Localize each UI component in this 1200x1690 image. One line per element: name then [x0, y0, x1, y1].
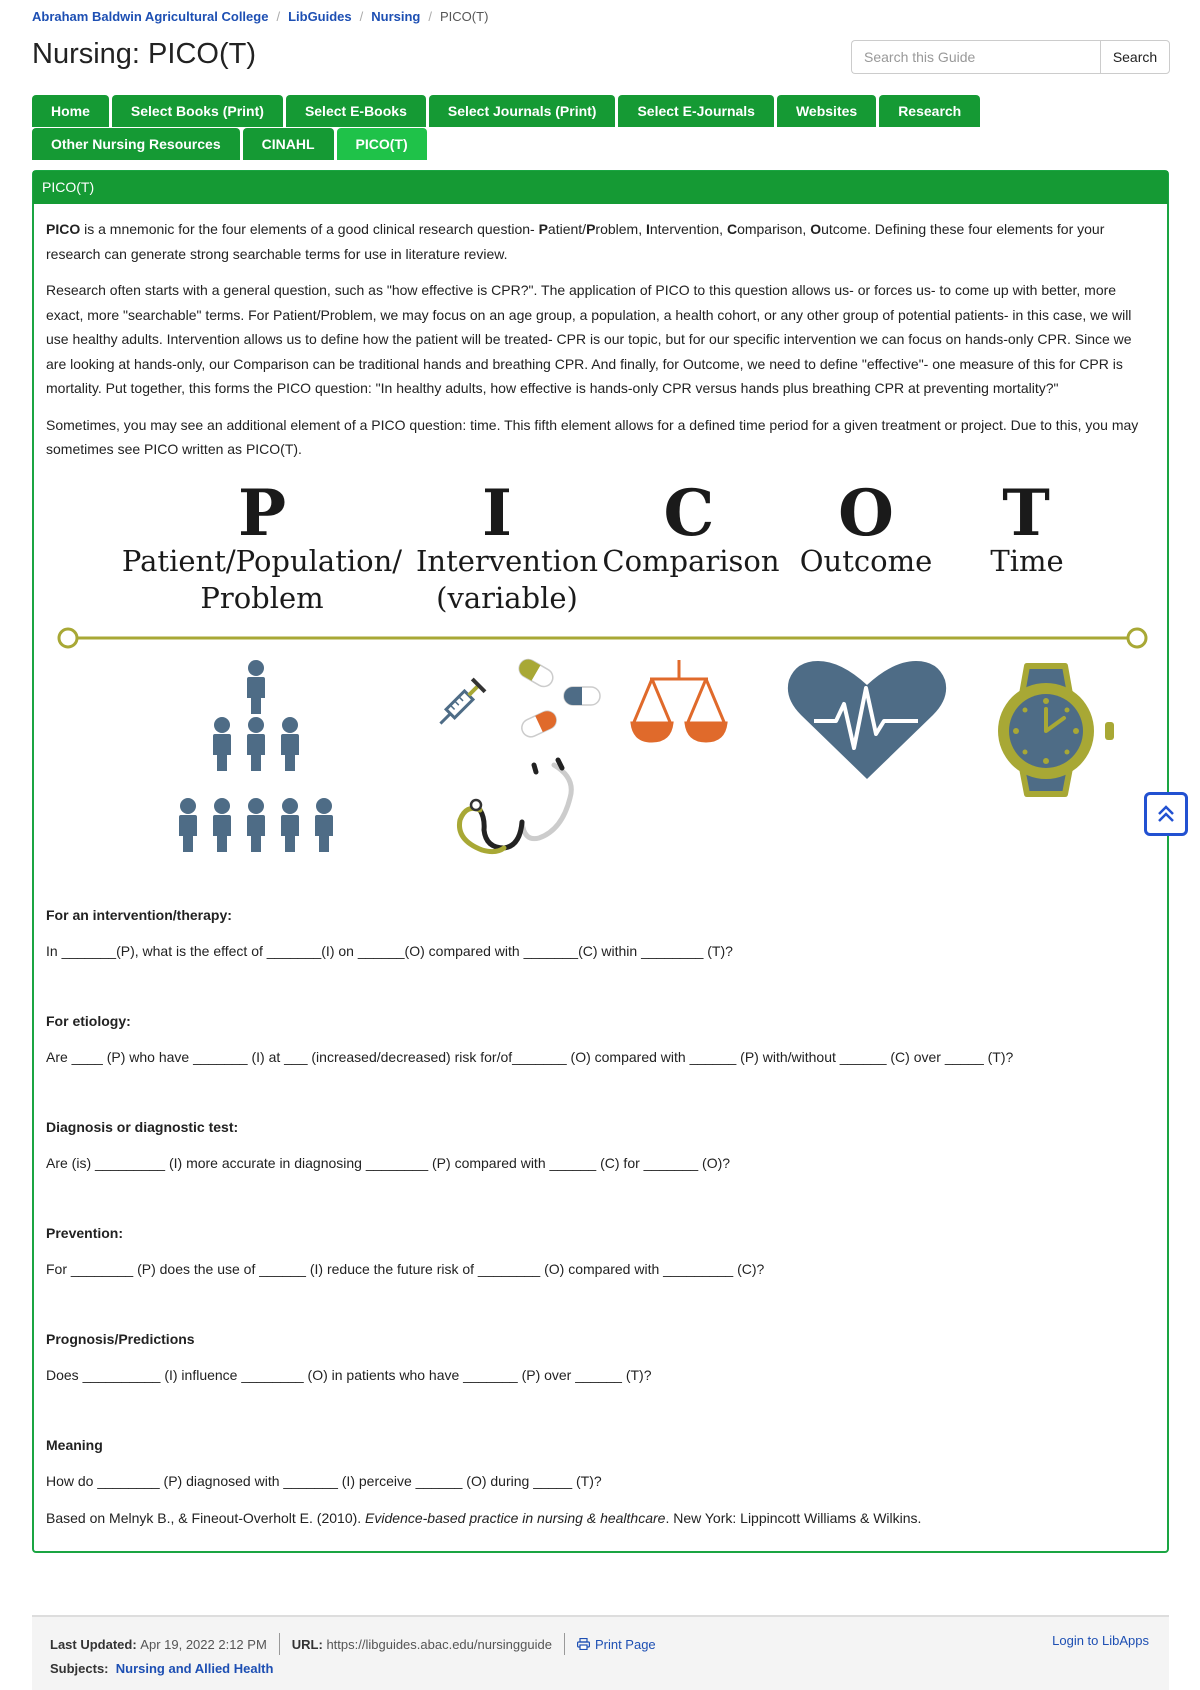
breadcrumb-separator: / — [428, 9, 433, 24]
footer-divider — [564, 1633, 565, 1655]
intro-text: atient/ — [547, 221, 587, 237]
question-heading: For an intervention/therapy: — [46, 906, 232, 923]
letter-o: O — [810, 221, 822, 237]
back-to-top-button[interactable] — [1144, 792, 1188, 836]
letter-i: I — [645, 221, 650, 237]
tab-select-journals-print[interactable]: Select Journals (Print) — [429, 95, 616, 127]
breadcrumb — [32, 9, 488, 24]
pico-bold: PICO — [46, 221, 81, 237]
citation-title: Evidence-based practice in nursing & healthcare — [365, 1509, 666, 1526]
intro-text: omparison, — [737, 221, 811, 237]
tab-select-books-print[interactable]: Select Books (Print) — [112, 95, 283, 127]
print-icon — [577, 1638, 590, 1650]
breadcrumb-current: PICO(T) — [440, 9, 489, 24]
question-text: Are (is) _________ (I) more accurate in diagnosing ________ (P) compared with ______ (C) for _______ (O)? — [46, 1155, 731, 1171]
time-paragraph: Sometimes, you may see an additional element of a PICO question: time. This fifth element allows for a defined time period for a given treatment or project. Due to this, you may sometimes see PICO written as PICO(T). — [46, 416, 1139, 457]
stethoscope-icon — [459, 760, 571, 852]
footer-divider — [279, 1633, 280, 1655]
label-line: Problem — [200, 580, 324, 615]
breadcrumb-separator: / — [359, 9, 364, 24]
question-text: How do ________ (P) diagnosed with _______ (I) perceive ______ (O) during _____ (T)? — [46, 1473, 602, 1489]
letter-c: C — [726, 221, 738, 237]
intro-text: utcome. Defining these four elements for your research can generate strong searchable terms for use in literature review. — [46, 221, 1105, 262]
question-heading: Prevention: — [46, 1224, 124, 1241]
pills-icon — [516, 656, 600, 740]
label-line: Outcome — [799, 543, 933, 578]
tab-select-ejournals[interactable]: Select E-Journals — [618, 95, 774, 127]
guide-tabs — [32, 95, 1032, 161]
people-icon — [179, 660, 333, 852]
question-heading: Prognosis/Predictions — [46, 1330, 195, 1347]
url-value: https://libguides.abac.edu/nursingguide — [326, 1636, 552, 1652]
syringe-icon — [434, 679, 485, 730]
heart-icon — [788, 661, 946, 779]
footer-meta — [50, 1633, 656, 1655]
last-updated-value: Apr 19, 2022 2:12 PM — [140, 1636, 267, 1652]
url-label: URL: — [291, 1636, 323, 1652]
page-title: Nursing: PICO(T) — [32, 38, 256, 70]
label-line: Time — [990, 543, 1064, 578]
timeline-line — [59, 629, 1146, 647]
tab-websites[interactable]: Websites — [777, 95, 876, 127]
footer-subjects — [50, 1661, 273, 1676]
watch-icon — [998, 666, 1114, 794]
explanation-paragraph: Research often starts with a general question, such as "how effective is CPR?". The application of PICO to this question allows us- or forces us- to come up with better, more exact, more "searchable" terms. For Patient/Problem, we may focus on an age group, a population, a health cohort, or any other group of potential patients- in this case, we will use healthy adults. Intervention allows us to define how the patient will be treated- CPR is our topic, but for our specific intervention we can focus on hands-only CPR. Since we are looking at hands-only, our Comparison can be traditional hands and breathing CPR. And finally, for Outcome, we need to define "effective"- one measure of this for CPR is mortality. Put together, this forms the PICO question: "In healthy adults, how effective is hands-only CPR versus hands plus breathing CPR at preventing mortality?" — [46, 282, 1132, 396]
panel-body — [34, 204, 1167, 1530]
pico-infographic — [34, 475, 1167, 903]
breadcrumb-separator: / — [276, 9, 281, 24]
print-page-link[interactable] — [577, 1637, 656, 1652]
page-footer — [32, 1615, 1169, 1690]
double-chevron-up-icon — [1155, 803, 1177, 825]
intro-text: is a mnemonic for the four elements of a good clinical research question- — [80, 221, 539, 237]
citation-text: Based on Melnyk B., & Fineout-Overholt E. (2010). — [46, 1509, 366, 1526]
tab-pico-t[interactable]: PICO(T) — [337, 128, 427, 160]
login-libapps-link[interactable]: Login to LibApps — [1052, 1633, 1149, 1648]
letter-o-heading: O — [838, 475, 894, 551]
tab-select-ebooks[interactable]: Select E-Books — [286, 95, 426, 127]
breadcrumb-link-college[interactable]: Abraham Baldwin Agricultural College — [32, 9, 269, 24]
question-heading: Diagnosis or diagnostic test: — [46, 1118, 239, 1135]
label-line: Patient/Population/ — [121, 543, 403, 578]
question-template — [46, 903, 1155, 964]
tab-cinahl[interactable]: CINAHL — [243, 128, 334, 160]
breadcrumb-link-libguides[interactable]: LibGuides — [288, 9, 352, 24]
question-text: For ________ (P) does the use of ______ (I) reduce the future risk of ________ (O) compared with _________ (C)? — [46, 1261, 765, 1277]
question-template — [46, 1115, 1155, 1176]
scales-icon — [632, 660, 726, 741]
search-input[interactable] — [851, 40, 1100, 74]
print-page-label: Print Page — [594, 1636, 656, 1652]
content-panel — [32, 170, 1169, 1553]
tab-row — [32, 95, 1032, 127]
question-heading: For etiology: — [46, 1012, 131, 1029]
intro-text: ntervention, — [649, 221, 727, 237]
question-heading: Meaning — [46, 1436, 103, 1453]
tab-other-nursing-resources[interactable]: Other Nursing Resources — [32, 128, 240, 160]
guide-search — [851, 40, 1170, 74]
letter-t-heading: T — [1002, 475, 1050, 551]
tab-research[interactable]: Research — [879, 95, 980, 127]
subject-link-nursing[interactable]: Nursing and Allied Health — [115, 1661, 274, 1676]
tab-row — [32, 128, 1032, 160]
search-button[interactable]: Search — [1100, 40, 1170, 74]
subjects-label: Subjects: — [50, 1661, 109, 1676]
breadcrumb-link-nursing[interactable]: Nursing — [371, 9, 421, 24]
pico-illustrations — [34, 475, 1167, 903]
label-line: Intervention — [415, 543, 599, 578]
letter-p-heading: P — [237, 475, 287, 551]
panel-heading: PICO(T) — [33, 171, 1168, 204]
last-updated-label: Last Updated: — [50, 1636, 137, 1652]
citation-text: . New York: Lippincott Williams & Wilkins. — [665, 1509, 922, 1526]
question-text: Does __________ (I) influence ________ (O) in patients who have _______ (P) over ______ (T)? — [46, 1367, 652, 1383]
question-template — [46, 1433, 1155, 1494]
question-template — [46, 1221, 1155, 1282]
label-line: (variable) — [436, 580, 578, 615]
letter-p: P — [538, 221, 548, 237]
intro-paragraph — [46, 217, 1155, 266]
question-text: Are ____ (P) who have _______ (I) at ___ (increased/decreased) risk for/of_______ (O) compared with ______ (P) with/without ______ (C) over _____ (T)? — [46, 1049, 1014, 1065]
intro-text: roblem, — [595, 221, 646, 237]
question-template — [46, 1009, 1155, 1070]
question-text: In _______(P), what is the effect of _______(I) on ______(O) compared with _______(C) within ________ (T)? — [46, 943, 733, 959]
tab-home[interactable]: Home — [32, 95, 109, 127]
question-template — [46, 1327, 1155, 1388]
letter-p: P — [586, 221, 596, 237]
letter-c-heading: C — [663, 475, 715, 551]
letter-i-heading: I — [482, 475, 512, 551]
label-line: Comparison — [602, 543, 780, 578]
citation — [46, 1506, 1155, 1531]
